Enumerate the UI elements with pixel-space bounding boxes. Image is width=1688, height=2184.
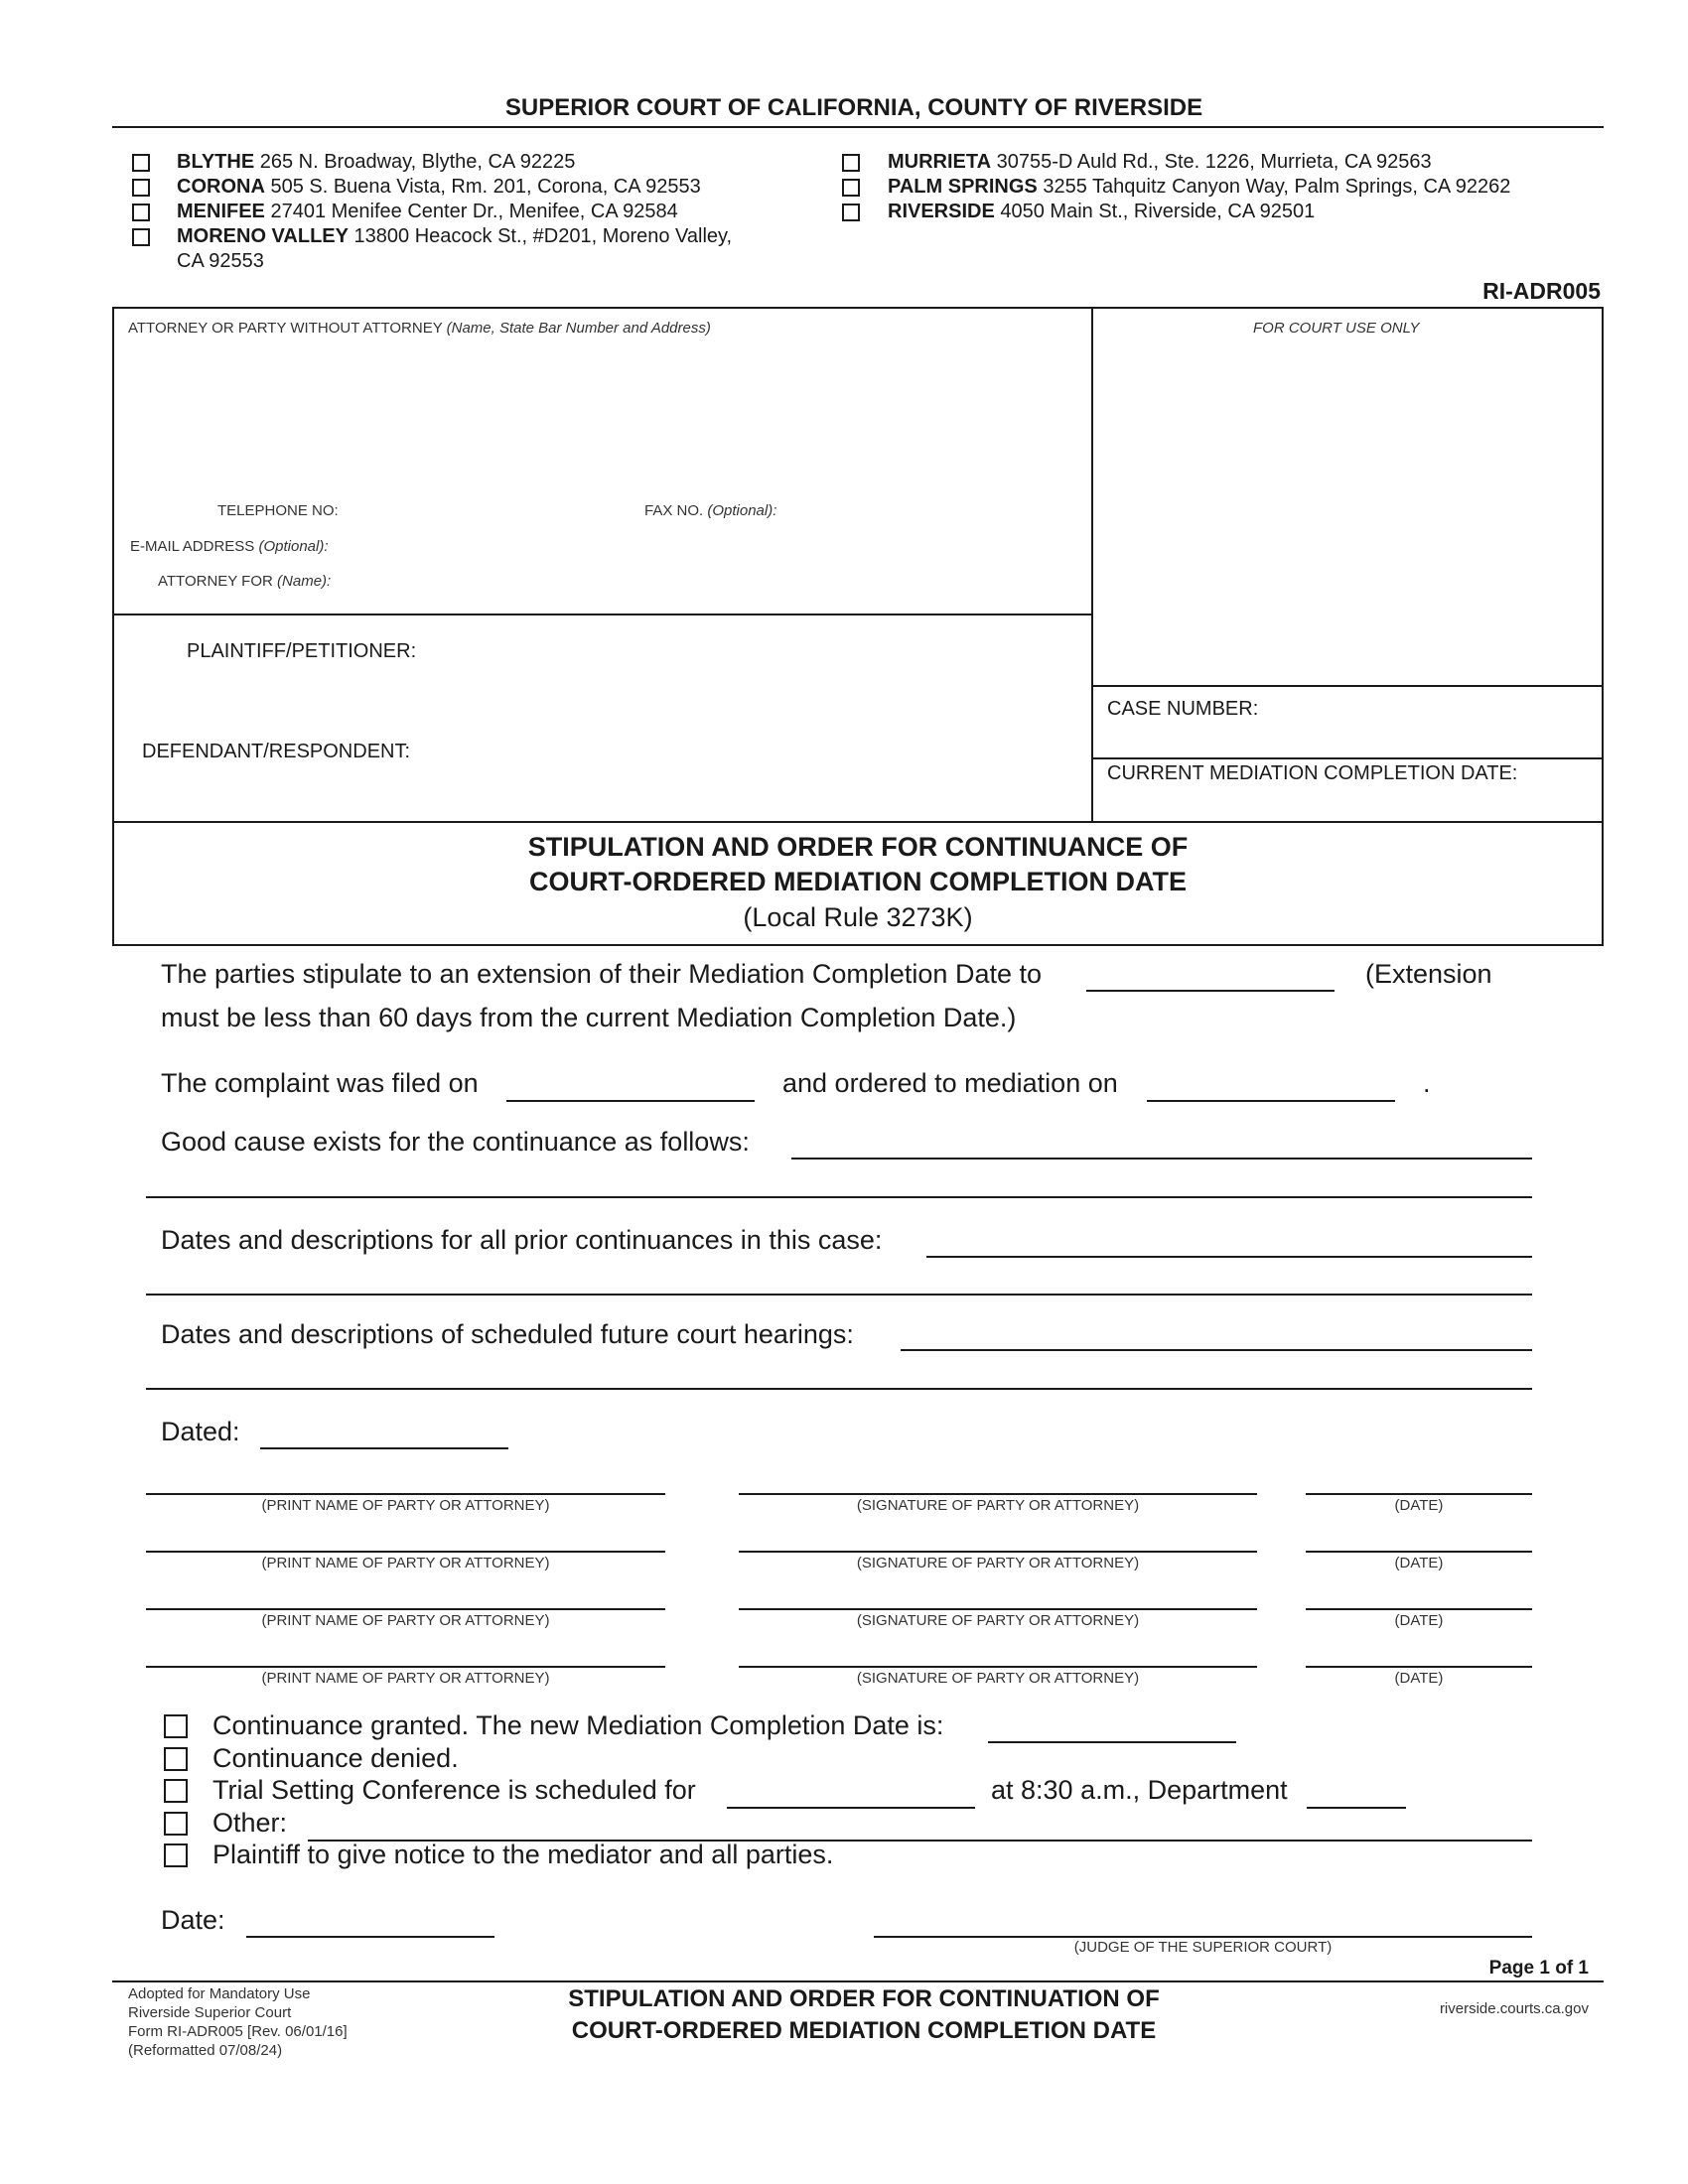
court-palm-springs: PALM SPRINGS 3255 Tahquitz Canyon Way, Palm Springs, CA 92262 [888,176,1511,198]
dated-field[interactable] [260,1447,508,1449]
extension-text-line2: must be less than 60 days from the current Mediation Completion Date.) [161,1003,1017,1032]
court-use-label: FOR COURT USE ONLY [1253,320,1420,337]
judge-signature-field[interactable] [874,1936,1532,1938]
continuance-granted-text: Continuance granted. The new Mediation Completion Date is: [212,1710,944,1740]
checkbox-murrieta[interactable] [842,154,860,172]
good-cause-field-line2[interactable] [146,1196,1532,1198]
trial-time-text: at 8:30 a.m., Department [991,1775,1288,1805]
judge-caption: (JUDGE OF THE SUPERIOR COURT) [1073,1939,1333,1956]
footer-rule [112,1980,1604,1982]
period-text: . [1423,1068,1431,1098]
date-caption-3: (DATE) [1394,1612,1444,1629]
court-murrieta: MURRIETA 30755-D Auld Rd., Ste. 1226, Murrieta, CA 92563 [888,151,1432,173]
court-corona: CORONA 505 S. Buena Vista, Rm. 201, Corona, CA 92553 [177,176,701,198]
complaint-filed-text: The complaint was filed on [161,1068,479,1098]
trial-setting-date-field[interactable] [727,1807,975,1809]
checkbox-continuance-granted[interactable] [164,1714,188,1738]
date-caption-2: (DATE) [1394,1555,1444,1571]
adopted-line1: Adopted for Mandatory Use [128,1985,311,2002]
form-id: RI-ADR005 [1482,278,1601,304]
checkbox-plaintiff-notice[interactable] [164,1843,188,1867]
form-title-rule: (Local Rule 3273K) [743,902,973,932]
print-name-field-4[interactable] [146,1666,665,1668]
adopted-line3: Form RI-ADR005 [Rev. 06/01/16] [128,2023,348,2040]
future-hearings-field-line1[interactable] [901,1349,1532,1351]
checkbox-blythe[interactable] [132,154,150,172]
complaint-filed-date-field[interactable] [506,1100,755,1102]
checkbox-other[interactable] [164,1812,188,1836]
date-caption-1: (DATE) [1394,1497,1444,1514]
caption-attorney-box [112,307,1093,615]
continuance-denied-text: Continuance denied. [212,1743,459,1773]
other-text: Other: [212,1808,288,1838]
checkbox-palm-springs[interactable] [842,179,860,197]
footer-title-line2: COURT-ORDERED MEDIATION COMPLETION DATE [571,2017,1157,2044]
ordered-mediation-date-field[interactable] [1147,1100,1395,1102]
form-title-line2: COURT-ORDERED MEDIATION COMPLETION DATE [529,867,1187,896]
order-date-field[interactable] [246,1936,494,1938]
current-date-label: CURRENT MEDIATION COMPLETION DATE: [1107,762,1518,784]
checkbox-moreno-valley[interactable] [132,228,150,246]
email-label: E-MAIL ADDRESS (Optional): [130,538,329,555]
page-number: Page 1 of 1 [1488,1958,1589,1979]
extension-text: (Extension [1365,959,1492,989]
court-moreno-valley-line2: CA 92553 [177,250,264,272]
future-hearings-text: Dates and descriptions of scheduled future court hearings: [161,1319,854,1349]
header-rule [112,126,1604,128]
signature-field-4[interactable] [739,1666,1257,1668]
print-name-caption-1: (PRINT NAME OF PARTY OR ATTORNEY) [261,1497,550,1514]
court-menifee: MENIFEE 27401 Menifee Center Dr., Menifee, CA 92584 [177,201,678,222]
ordered-mediation-text: and ordered to mediation on [782,1068,1118,1098]
signature-caption-2: (SIGNATURE OF PARTY OR ATTORNEY) [856,1555,1140,1571]
telephone-label: TELEPHONE NO: [217,502,339,519]
case-number-label: CASE NUMBER: [1107,698,1259,720]
trial-setting-text: Trial Setting Conference is scheduled for [212,1775,696,1805]
date-caption-4: (DATE) [1394,1670,1444,1687]
date-field-1[interactable] [1306,1493,1532,1495]
good-cause-text: Good cause exists for the continuance as follows: [161,1127,750,1157]
checkbox-trial-setting[interactable] [164,1779,188,1803]
date-field-3[interactable] [1306,1608,1532,1610]
print-name-field-2[interactable] [146,1551,665,1553]
attorney-for-label: ATTORNEY FOR (Name): [158,573,332,590]
form-title-line1: STIPULATION AND ORDER FOR CONTINUANCE OF [527,832,1189,862]
checkbox-riverside[interactable] [842,204,860,221]
adopted-line2: Riverside Superior Court [128,2004,292,2021]
footer-website[interactable]: riverside.courts.ca.gov [1439,2000,1589,2017]
print-name-caption-3: (PRINT NAME OF PARTY OR ATTORNEY) [261,1612,550,1629]
plaintiff-label: PLAINTIFF/PETITIONER: [187,640,417,662]
stipulate-text: The parties stipulate to an extension of their Mediation Completion Date to [161,959,1043,989]
caption-case-number-box [1091,685,1604,759]
court-moreno-valley: MORENO VALLEY 13800 Heacock St., #D201, Moreno Valley, [177,225,733,247]
adopted-line4: (Reformatted 07/08/24) [128,2042,283,2059]
dated-label: Dated: [161,1417,240,1446]
checkbox-continuance-denied[interactable] [164,1747,188,1771]
date-field-4[interactable] [1306,1666,1532,1668]
signature-caption-4: (SIGNATURE OF PARTY OR ATTORNEY) [856,1670,1140,1687]
footer-title-line1: STIPULATION AND ORDER FOR CONTINUATION OF [568,1985,1160,2012]
prior-continuances-field-line2[interactable] [146,1294,1532,1296]
print-name-caption-2: (PRINT NAME OF PARTY OR ATTORNEY) [261,1555,550,1571]
prior-continuances-field-line1[interactable] [926,1256,1532,1258]
signature-field-1[interactable] [739,1493,1257,1495]
print-name-caption-4: (PRINT NAME OF PARTY OR ATTORNEY) [261,1670,550,1687]
fax-label: FAX NO. (Optional): [644,502,777,519]
date-field-2[interactable] [1306,1551,1532,1553]
checkbox-menifee[interactable] [132,204,150,221]
signature-caption-1: (SIGNATURE OF PARTY OR ATTORNEY) [856,1497,1140,1514]
order-date-label: Date: [161,1905,225,1935]
attorney-label: ATTORNEY OR PARTY WITHOUT ATTORNEY (Name, State Bar Number and Address) [128,320,711,337]
prior-continuances-text: Dates and descriptions for all prior continuances in this case: [161,1225,883,1255]
new-completion-date-field[interactable] [988,1741,1236,1743]
signature-field-3[interactable] [739,1608,1257,1610]
good-cause-field-line1[interactable] [791,1158,1532,1160]
defendant-label: DEFENDANT/RESPONDENT: [142,741,411,762]
caption-court-use-box [1091,307,1604,687]
court-blythe: BLYTHE 265 N. Broadway, Blythe, CA 92225 [177,151,576,173]
future-hearings-field-line2[interactable] [146,1388,1532,1390]
department-field[interactable] [1307,1807,1406,1809]
checkbox-corona[interactable] [132,179,150,197]
print-name-field-3[interactable] [146,1608,665,1610]
signature-caption-3: (SIGNATURE OF PARTY OR ATTORNEY) [856,1612,1140,1629]
print-name-field-1[interactable] [146,1493,665,1495]
court-riverside: RIVERSIDE 4050 Main St., Riverside, CA 92501 [888,201,1316,222]
signature-field-2[interactable] [739,1551,1257,1553]
court-title: SUPERIOR COURT OF CALIFORNIA, COUNTY OF RIVERSIDE [504,94,1203,121]
extension-date-field[interactable] [1086,990,1335,992]
plaintiff-notice-text: Plaintiff to give notice to the mediator and all parties. [212,1840,834,1869]
